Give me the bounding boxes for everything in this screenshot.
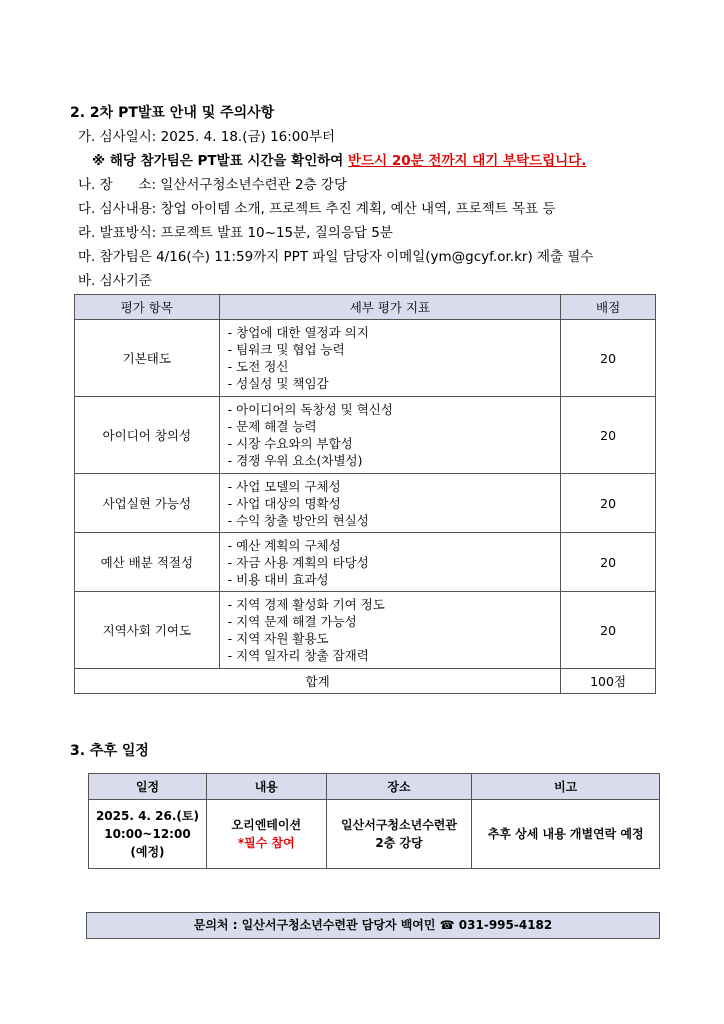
table-row: [89, 800, 660, 869]
table-row: [75, 533, 656, 592]
schedule-header-content: 내용: [206, 774, 326, 800]
schedule-place-line: 일산서구청소년수련관: [341, 818, 457, 832]
schedule-place: [326, 800, 472, 869]
notice-emphasis: 반드시 20분 전까지 대기 부탁드립니다.: [348, 153, 587, 169]
criteria-items: [219, 320, 561, 397]
schedule-date-line: 10:00~12:00: [104, 827, 191, 841]
line-ma: 마. 참가팀은 4/16(수) 11:59까지 PPT 파일 담당자 이메일(ym@gcyf.or.kr) 제출 필수: [78, 249, 594, 265]
schedule-header-date: 일정: [89, 774, 207, 800]
total-row: [75, 669, 656, 694]
criteria-item: - 경쟁 우위 요소(차별성): [227, 453, 363, 468]
line-ra: 라. 발표방식: 프로젝트 발표 10~15분, 질의응답 5분: [78, 225, 393, 241]
criteria-item: - 사업 모델의 구체성: [227, 478, 341, 494]
criteria-item: - 도전 정신: [227, 359, 289, 374]
criteria-score: 20: [561, 533, 656, 592]
criteria-item: - 아이디어의 독창성 및 혁신성: [227, 402, 393, 417]
criteria-score: 20: [561, 592, 656, 669]
section2-title: 2. 2차 PT발표 안내 및 주의사항: [70, 105, 275, 121]
criteria-header-detail: 세부 평가 지표: [219, 295, 561, 320]
schedule-header-place: 장소: [326, 774, 472, 800]
schedule-table: [88, 773, 660, 869]
table-row: [75, 474, 656, 533]
criteria-item: - 자금 사용 계획의 타당성: [227, 554, 369, 570]
criteria-item: - 문제 해결 능력: [227, 419, 317, 434]
schedule-date-line: (예정): [130, 845, 165, 859]
line-ga: 가. 심사일시: 2025. 4. 18.(금) 16:00부터: [78, 129, 336, 145]
schedule-content-title: 오리엔테이션: [231, 818, 302, 832]
schedule-header-remark: 비고: [472, 774, 660, 800]
line-na: 나. 장 소: 일산서구청소년수련관 2층 강당: [78, 177, 347, 193]
criteria-table: [74, 294, 656, 694]
criteria-items: [219, 474, 561, 533]
criteria-category: 아이디어 창의성: [75, 397, 220, 474]
table-row: [75, 320, 656, 397]
schedule-content-note: *필수 참여: [237, 836, 295, 850]
schedule-date-line: 2025. 4. 26.(토): [95, 809, 199, 823]
criteria-category: 기본태도: [75, 320, 220, 397]
criteria-score: 20: [561, 320, 656, 397]
criteria-item: - 창업에 대한 열정과 의지: [227, 325, 369, 340]
criteria-item: - 지역 경제 활성화 기여 정도: [227, 597, 385, 612]
criteria-item: - 지역 자원 활용도: [227, 631, 329, 646]
schedule-place-line: 2층 강당: [375, 836, 423, 850]
table-row: [75, 397, 656, 474]
criteria-category: 사업실현 가능성: [75, 474, 220, 533]
criteria-category: 지역사회 기여도: [75, 592, 220, 669]
schedule-content: [206, 800, 326, 869]
total-label: 합계: [75, 669, 561, 694]
criteria-item: - 비용 대비 효과성: [227, 571, 329, 587]
criteria-item: - 지역 문제 해결 가능성: [227, 614, 357, 629]
criteria-header-score: 배점: [561, 295, 656, 320]
total-value: 100점: [561, 669, 656, 694]
criteria-item: - 수익 창출 방안의 현실성: [227, 512, 369, 528]
criteria-item: - 팀워크 및 협업 능력: [227, 342, 345, 357]
criteria-item: - 시장 수요와의 부합성: [227, 436, 353, 451]
notice-prefix: ※ 해당 참가팀은 PT발표 시간을 확인하여: [92, 153, 349, 169]
table-row: [75, 592, 656, 669]
criteria-items: [219, 533, 561, 592]
schedule-date: [89, 800, 207, 869]
criteria-header-category: 평가 항목: [75, 295, 220, 320]
criteria-item: - 지역 일자리 창출 잠재력: [227, 648, 369, 663]
criteria-item: - 사업 대상의 명확성: [227, 495, 341, 511]
criteria-score: 20: [561, 397, 656, 474]
line-da: 다. 심사내용: 창업 아이템 소개, 프로젝트 추진 계획, 예산 내역, 프로젝트 목표 등: [78, 201, 556, 217]
criteria-score: 20: [561, 474, 656, 533]
notice-line: [92, 149, 586, 169]
section3-title: 3. 추후 일정: [70, 743, 149, 759]
criteria-items: [219, 592, 561, 669]
schedule-remark: 추후 상세 내용 개별연락 예정: [472, 800, 660, 869]
criteria-category: 예산 배분 적절성: [75, 533, 220, 592]
criteria-items: [219, 397, 561, 474]
criteria-item: - 성실성 및 책임감: [227, 376, 329, 391]
line-ba: 바. 심사기준: [78, 273, 152, 289]
contact-box: 문의처 : 일산서구청소년수련관 담당자 백여민 ☎ 031-995-4182: [86, 912, 660, 939]
criteria-item: - 예산 계획의 구체성: [227, 537, 341, 553]
